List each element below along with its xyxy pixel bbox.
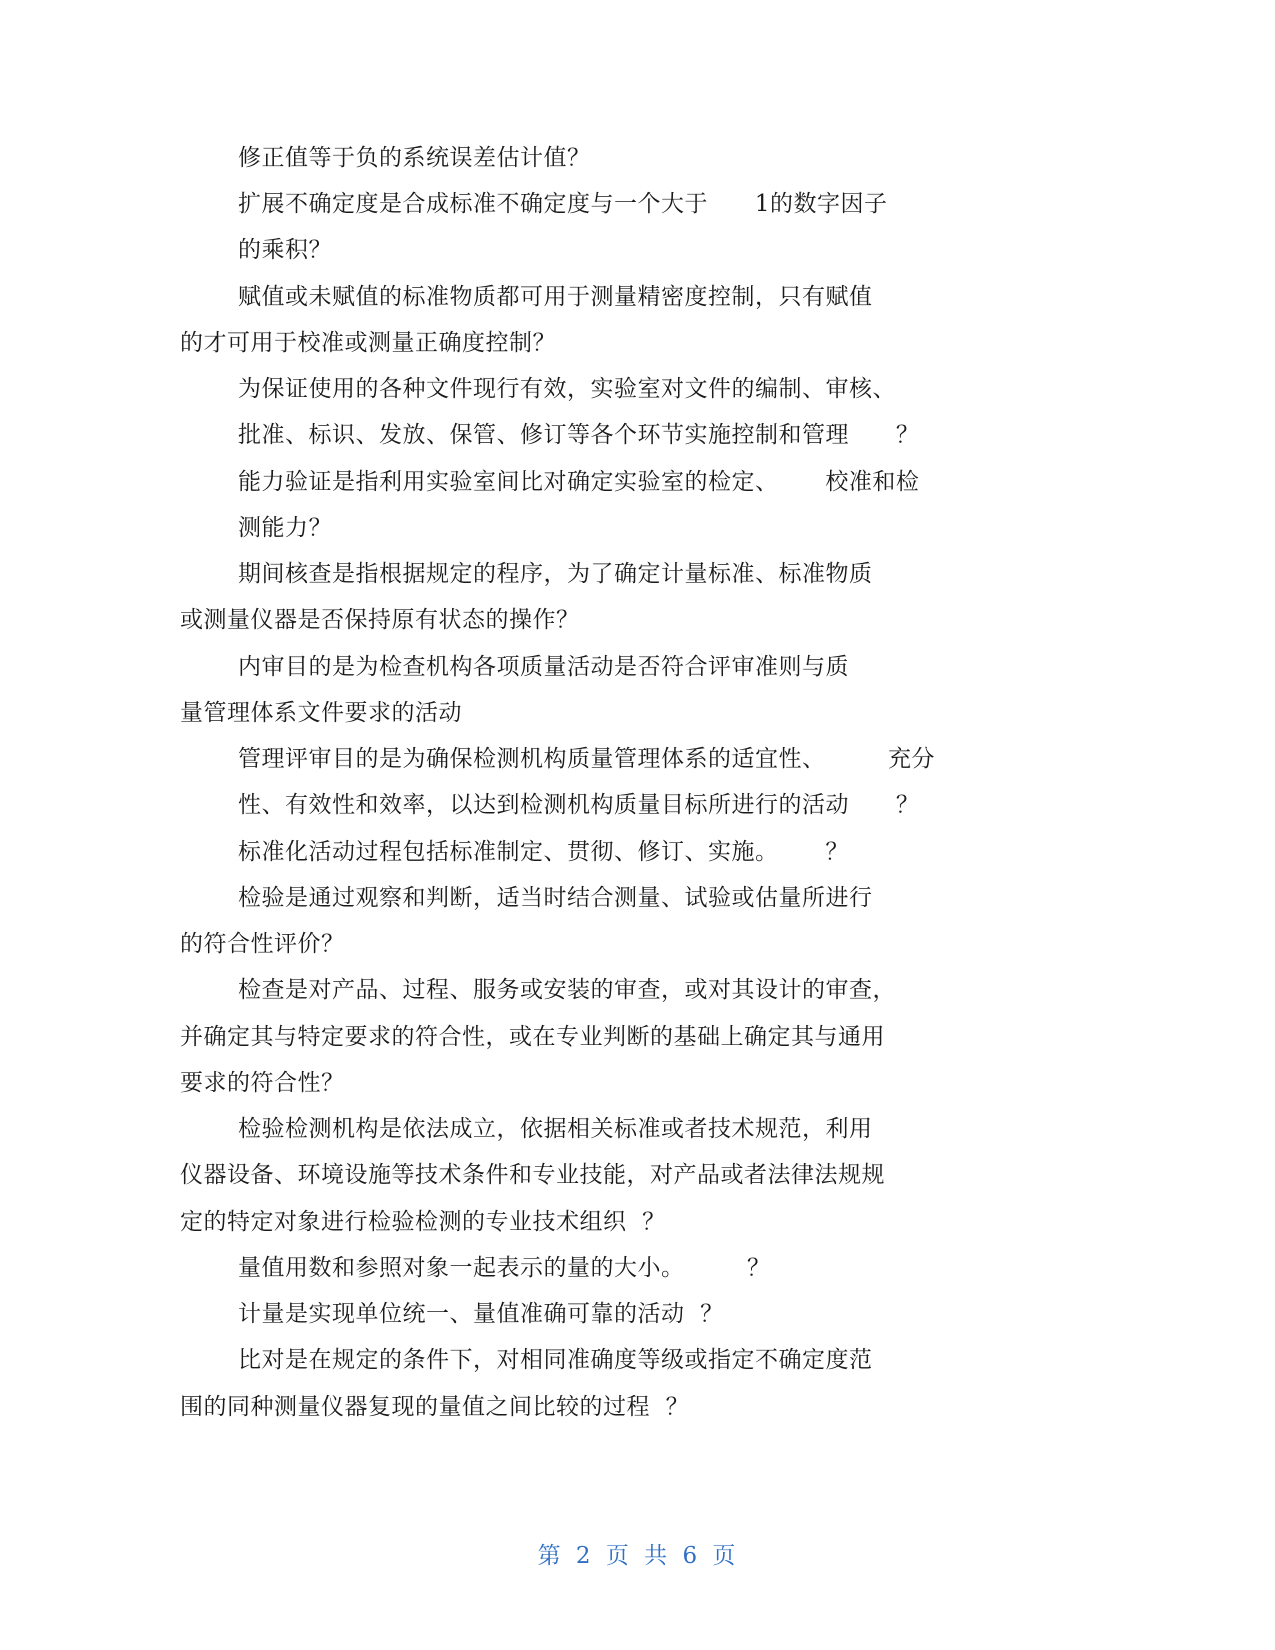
text-line: 为保证使用的各种文件现行有效，实验室对文件的编制、审核、 — [238, 376, 896, 402]
text-line: 量值用数和参照对象一起表示的量的大小。 ？ — [238, 1255, 771, 1281]
text-line: 或测量仪器是否保持原有状态的操作？ — [180, 607, 580, 633]
text-line: 并确定其与特定要求的符合性，或在专业判断的基础上确定其与通用 — [180, 1024, 885, 1050]
text-line: 比对是在规定的条件下，对相同准确度等级或指定不确定度范 — [238, 1347, 873, 1373]
text-line: 内审目的是为检查机构各项质量活动是否符合评审准则与质 — [238, 654, 849, 680]
text-line: 仪器设备、环境设施等技术条件和专业技能，对产品或者法律法规规 — [180, 1162, 885, 1188]
footer-prefix: 第 — [537, 1543, 563, 1569]
footer-total-word: 共 — [644, 1543, 670, 1569]
text-line: 扩展不确定度是合成标准不确定度与一个大于 1的数字因子 — [238, 191, 888, 217]
text-line: 要求的符合性？ — [180, 1070, 345, 1096]
footer-suffix: 页 — [712, 1543, 738, 1569]
page-number: 2 — [575, 1543, 593, 1569]
text-line: 性、有效性和效率，以达到检测机构质量目标所进行的活动 ？ — [238, 792, 920, 818]
page-total: 6 — [682, 1543, 700, 1569]
text-line: 检验是通过观察和判断，适当时结合测量、试验或估量所进行 — [238, 885, 873, 911]
text-line: 测能力？ — [238, 515, 332, 541]
text-line: 的才可用于校准或测量正确度控制？ — [180, 330, 556, 356]
text-line: 的乘积？ — [238, 237, 332, 263]
page-footer — [0, 1537, 1275, 1570]
text-line: 期间核查是指根据规定的程序，为了确定计量标准、标准物质 — [238, 561, 873, 587]
text-line: 围的同种测量仪器复现的量值之间比较的过程 ？ — [180, 1394, 690, 1420]
text-line: 标准化活动过程包括标准制定、贯彻、修订、实施。 ？ — [238, 839, 849, 865]
text-line: 管理评审目的是为确保检测机构质量管理体系的适宜性、 充分 — [238, 746, 935, 772]
text-line: 批准、标识、发放、保管、修订等各个环节实施控制和管理 ？ — [238, 422, 920, 448]
text-line: 能力验证是指利用实验室间比对确定实验室的检定、 校准和检 — [238, 469, 920, 495]
text-line: 检验检测机构是依法成立，依据相关标准或者技术规范，利用 — [238, 1116, 873, 1142]
text-line: 计量是实现单位统一、量值准确可靠的活动 ？ — [238, 1301, 724, 1327]
text-line: 定的特定对象进行检验检测的专业技术组织 ？ — [180, 1209, 666, 1235]
text-line: 量管理体系文件要求的活动 — [180, 700, 462, 726]
footer-page-word: 页 — [605, 1543, 631, 1569]
text-line: 的符合性评价？ — [180, 931, 345, 957]
text-line: 赋值或未赋值的标准物质都可用于测量精密度控制，只有赋值 — [238, 284, 873, 310]
text-line: 修正值等于负的系统误差估计值？ — [238, 145, 591, 171]
text-line: 检查是对产品、过程、服务或安装的审查，或对其设计的审查， — [238, 977, 896, 1003]
